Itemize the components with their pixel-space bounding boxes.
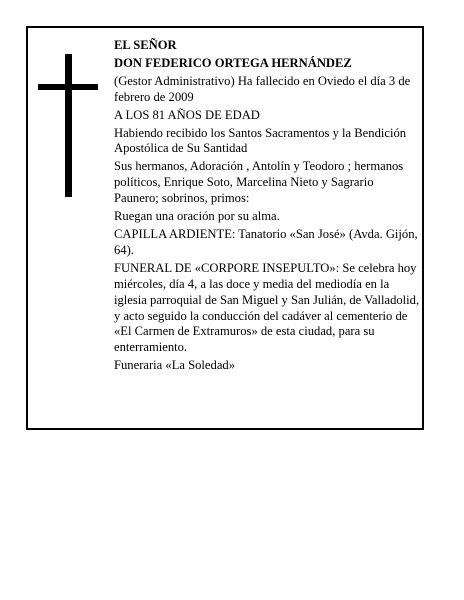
obituary-text <box>114 38 420 376</box>
sacraments-line: Habiendo recibido los Santos Sacramentos y la Bendición Apostólica de Su Santidad <box>114 125 407 156</box>
funeral-home: Funeraria «La Soledad» <box>114 358 235 373</box>
family-list: Sus hermanos, Adoración , Antolín y Teodoro ; hermanos políticos, Enrique Soto, Marcelina Nieto y Sagrario Paunero; sobrinos, primos: <box>114 159 404 206</box>
prayer-request: Ruegan una oración por su alma. <box>114 209 280 224</box>
death-info: (Gestor Administrativo) Ha fallecido en Oviedo el día 3 de febrero de 2009 <box>114 73 411 104</box>
funeral-info: FUNERAL DE «CORPORE INSEPULTO»: Se celebra hoy miércoles, día 4, a las doce y media del mediodía en la iglesia parroquial de San Miguel y San Julián, de Valladolid, y acto seguido la conducción del cadáver al cementerio de «El Carmen de Extramuros» de esta ciudad, para su enterramiento. <box>114 260 420 355</box>
age-line: A LOS 81 AÑOS DE EDAD <box>114 107 260 122</box>
chapel-info: CAPILLA ARDIENTE: Tanatorio «San José» (Avda. Gijón, 64). <box>114 226 418 257</box>
cross-icon-crossbar <box>38 84 98 90</box>
cross-icon <box>65 54 72 197</box>
deceased-name: DON FEDERICO ORTEGA HERNÁNDEZ <box>114 55 352 70</box>
notice-heading: EL SEÑOR <box>114 38 177 52</box>
